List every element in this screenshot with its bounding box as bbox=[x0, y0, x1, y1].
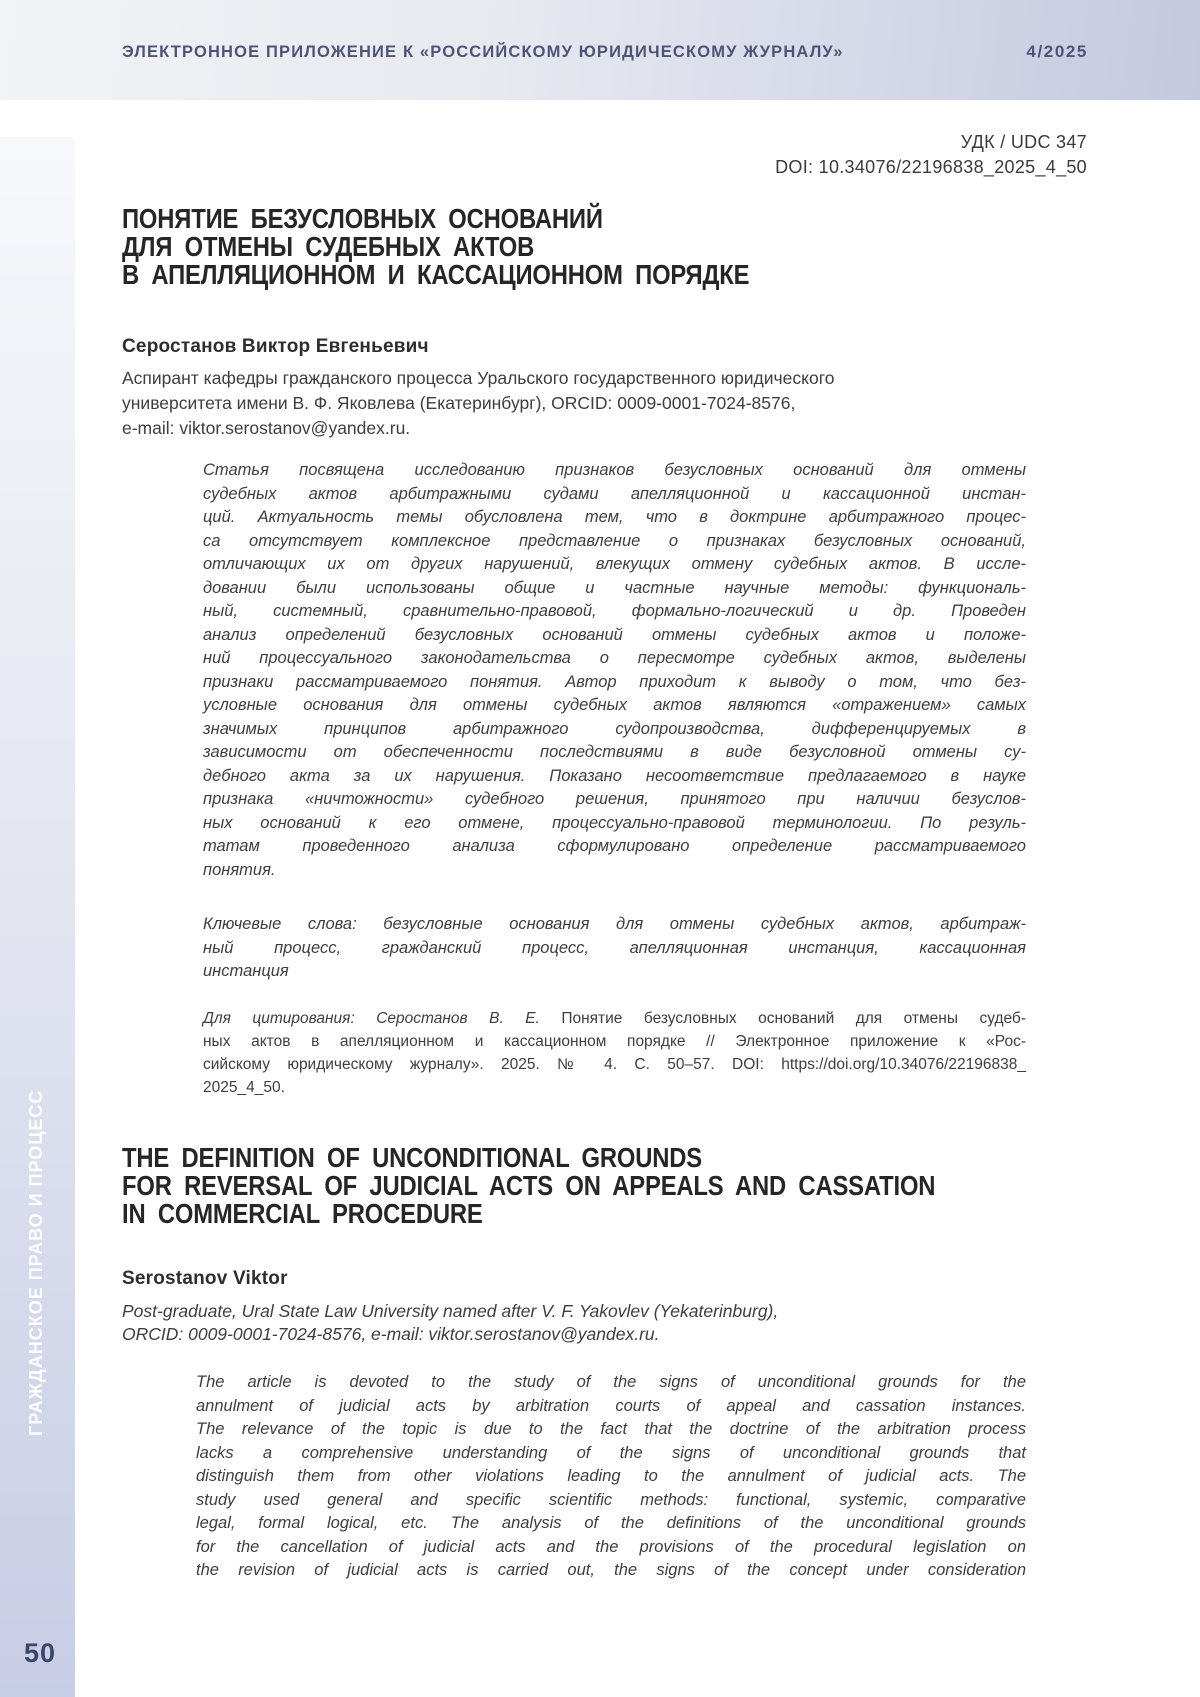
text-line: ORCID: 0009-0001-7024-8576, e-mail: viktor.serostanov@yandex.ru. bbox=[122, 1323, 660, 1344]
text-line: 2025_4_50. bbox=[203, 1079, 285, 1096]
text-line: ных оснований к его отмене, процессуально-правовой терминологии. По резуль- bbox=[203, 813, 1026, 832]
text-line: ПОНЯТИЕ БЕЗУСЛОВНЫХ ОСНОВАНИЙ bbox=[122, 203, 603, 234]
text-line: татам проведенного анализа сформулировано определение рассматриваемого bbox=[203, 837, 1026, 855]
citation-label: Для цитирования: bbox=[203, 1010, 355, 1027]
page-number: 50 bbox=[24, 1638, 57, 1668]
text-line: признаки рассматриваемого понятия. Автор приходит к выводу о том, что без- bbox=[203, 672, 1026, 691]
text-line: The article is devoted to the study of the signs of unconditional grounds for the bbox=[196, 1373, 1026, 1391]
text-line: зависимости от обеспеченности последствиями в виде безусловной отмены су- bbox=[203, 743, 1026, 761]
text-line: ный, системный, сравнительно-правовой, формально-логический и др. Проведен bbox=[203, 602, 1026, 620]
text-line: Статья посвящена исследованию признаков безусловных оснований для отмены bbox=[203, 461, 1026, 479]
text-line: са отсутствует комплексное представление о признаках безусловных оснований, bbox=[203, 531, 1026, 550]
text-line: lacks a comprehensive understanding of the signs of unconditional grounds that bbox=[196, 1443, 1026, 1462]
text-line: условные основания для отмены судебных актов являются «отражением» самых bbox=[203, 696, 1026, 714]
article-meta bbox=[775, 130, 1087, 180]
affiliation-en bbox=[122, 1300, 778, 1345]
text-line: признака «ничтожности» судебного решения, принятого при наличии безуслов- bbox=[203, 790, 1026, 808]
keywords-ru bbox=[203, 913, 1026, 984]
text-line: инстанция bbox=[203, 962, 289, 980]
doi-label: DOI: 10.34076/22196838_2025_4_50 bbox=[775, 157, 1087, 177]
text-line: судебных актов арбитражными судами апелляционной и кассационной инстан- bbox=[203, 484, 1026, 503]
text-line: The relevance of the topic is due to the fact that the doctrine of the arbitration process bbox=[196, 1420, 1026, 1438]
text-line: e-mail: viktor.serostanov@yandex.ru. bbox=[122, 418, 411, 438]
text-line: Аспирант кафедры гражданского процесса Уральского государственного юридического bbox=[122, 368, 835, 388]
text-line: отличающих их от других нарушений, влекущих отмену судебных актов. В иссле- bbox=[203, 555, 1026, 573]
text-line: В АПЕЛЛЯЦИОННОМ И КАССАЦИОННОМ ПОРЯДКЕ bbox=[122, 259, 750, 290]
citation-title-part: Понятие безусловных оснований для отмены судеб- bbox=[561, 1010, 1026, 1027]
citation-first-line bbox=[203, 1007, 1026, 1030]
article-title-ru bbox=[122, 205, 749, 289]
author-name-en: Serostanov Viktor bbox=[122, 1268, 288, 1289]
citation-rest-lines bbox=[203, 1030, 1026, 1099]
text-line: ный процесс, гражданский процесс, апелляционная инстанция, кассационная bbox=[203, 938, 1026, 957]
text-line: legal, formal logical, etc. The analysis of the definitions of the unconditional grounds bbox=[196, 1514, 1026, 1532]
text-line: the revision of judicial acts is carried out, the signs of the concept under consideration bbox=[196, 1561, 1026, 1579]
issue-number: 4/2025 bbox=[1026, 42, 1088, 61]
text-line: annulment of judicial acts by arbitration courts of appeal and cassation instances. bbox=[196, 1396, 1026, 1415]
text-line: значимых принципов арбитражного судопроизводства, дифференцируемых в bbox=[203, 719, 1026, 738]
text-line: FOR REVERSAL OF JUDICIAL ACTS ON APPEALS AND CASSATION bbox=[122, 1170, 936, 1201]
abstract-en bbox=[196, 1371, 1026, 1583]
author-name-ru: Серостанов Виктор Евгеньевич bbox=[122, 336, 429, 357]
citation-ru bbox=[203, 1007, 1026, 1099]
text-line: IN COMMERCIAL PROCEDURE bbox=[122, 1198, 483, 1229]
text-line: ций. Актуальность темы обусловлена тем, что в доктрине арбитражного процес- bbox=[203, 508, 1026, 526]
text-line: анализ определений безусловных оснований отмены судебных актов и положе- bbox=[203, 625, 1026, 644]
text-line: Post-graduate, Ural State Law University named after V. F. Yakovlev (Yekaterinburg), bbox=[122, 1301, 779, 1321]
affiliation-ru bbox=[122, 366, 834, 441]
text-line: сийскому юридическому журналу». 2025. № 4. С. 50–57. DOI: https://doi.org/10.34076/22196838_ bbox=[203, 1056, 1026, 1073]
text-line: Ключевые слова: безусловные основания для отмены судебных актов, арбитраж- bbox=[203, 915, 1026, 933]
text-line: ных актов в апелляционном и кассационном порядке // Электронное приложение к «Рос- bbox=[203, 1033, 1026, 1050]
header-band bbox=[0, 0, 1200, 100]
section-sidebar bbox=[0, 137, 75, 1697]
abstract-ru bbox=[203, 459, 1026, 882]
text-line: study used general and specific scientific methods: functional, systemic, comparative bbox=[196, 1490, 1026, 1509]
text-line: довании были использованы общие и частные научные методы: функциональ- bbox=[203, 578, 1026, 597]
article-title-en bbox=[122, 1144, 935, 1228]
text-line: THE DEFINITION OF UNCONDITIONAL GROUNDS bbox=[122, 1142, 702, 1173]
text-line: дебного акта за их нарушения. Показано несоответствие предлагаемого в науке bbox=[203, 766, 1026, 785]
udc-label: УДК / UDC 347 bbox=[960, 132, 1087, 152]
text-line: понятия. bbox=[203, 860, 276, 879]
text-line: for the cancellation of judicial acts and the provisions of the procedural legislation on bbox=[196, 1537, 1026, 1556]
text-line: университета имени В. Ф. Яковлева (Екатеринбург), ORCID: 0009-0001-7024-8576, bbox=[122, 393, 796, 413]
text-line: ДЛЯ ОТМЕНЫ СУДЕБНЫХ АКТОВ bbox=[122, 231, 535, 262]
citation-authors: Серостанов В. Е. bbox=[376, 1010, 540, 1027]
text-line: distinguish them from other violations leading to the annulment of judicial acts. The bbox=[196, 1467, 1026, 1485]
text-line: ний процессуального законодательства о пересмотре судебных актов, выделены bbox=[203, 649, 1026, 667]
section-label: ГРАЖДАНСКОЕ ПРАВО И ПРОЦЕСС bbox=[26, 1089, 46, 1436]
journal-title: ЭЛЕКТРОННОЕ ПРИЛОЖЕНИЕ К «РОССИЙСКОМУ ЮРИДИЧЕСКОМУ ЖУРНАЛУ» bbox=[122, 42, 844, 61]
